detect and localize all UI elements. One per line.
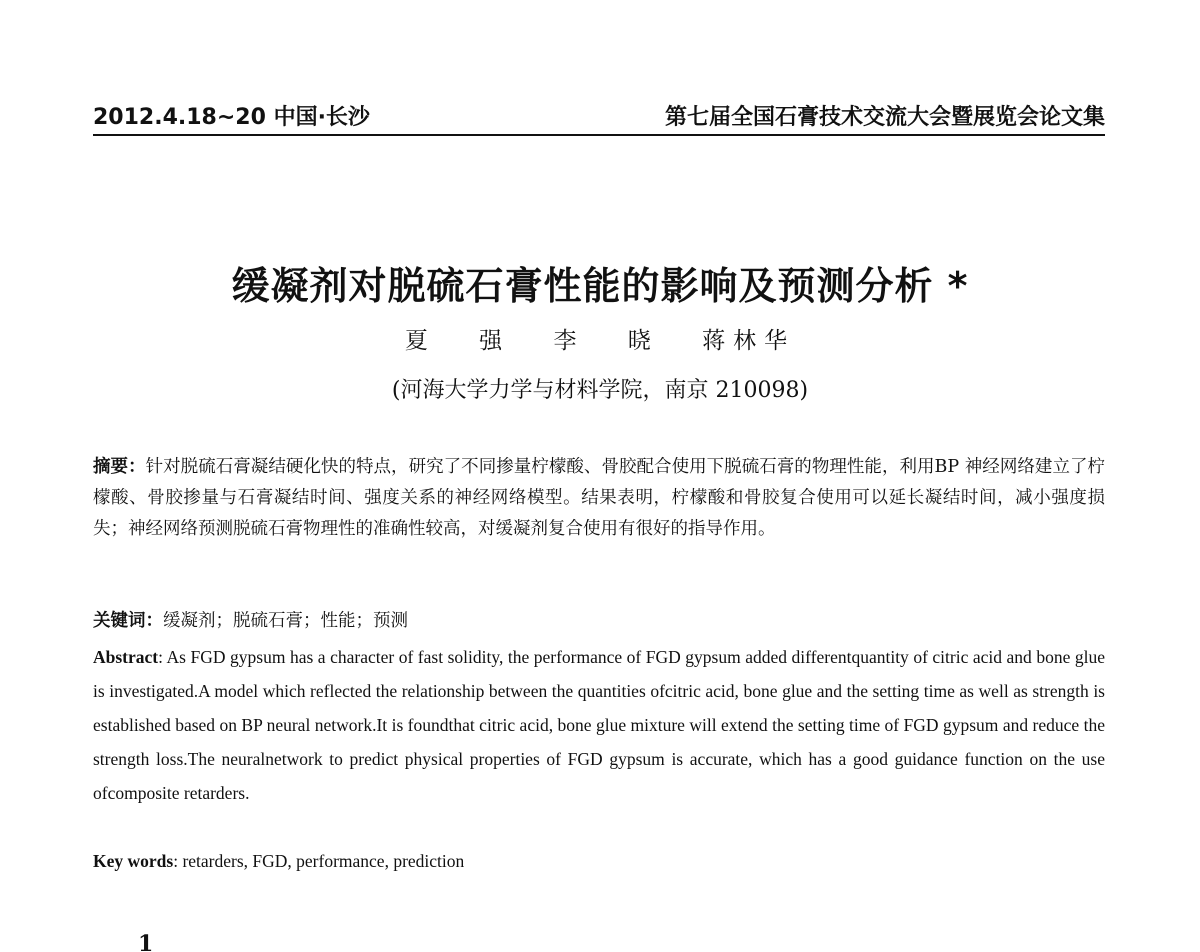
keywords-english	[93, 844, 1105, 878]
keywords-english-label: Key words	[93, 851, 174, 871]
keywords-english-text: : retarders, FGD, performance, prediction	[173, 851, 465, 871]
keywords-chinese	[93, 606, 1105, 637]
abstract-english-label: Abstract	[93, 647, 159, 667]
proceedings-title: 第七届全国石膏技术交流大会暨展览会论文集	[664, 105, 1105, 130]
keywords-chinese-label: 关键词：	[93, 611, 163, 631]
keywords-chinese-text: 缓凝剂；脱硫石膏；性能；预测	[163, 611, 408, 631]
abstract-chinese-label: 摘要：	[93, 457, 146, 477]
section-heading-cutoff: 1	[138, 933, 154, 952]
conference-date-location: 2012.4.18~20 中国·长沙	[93, 105, 370, 130]
paper-title: 缓凝剂对脱硫石膏性能的影响及预测分析 *	[231, 264, 969, 308]
abstract-english	[93, 640, 1105, 810]
abstract-chinese-text: 针对脱硫石膏凝结硬化快的特点，研究了不同掺量柠檬酸、骨胶配合使用下脱硫石膏的物理性能，利用BP 神经网络建立了柠檬酸、骨胶掺量与石膏凝结时间、强度关系的神经网络模型。结果表明，柠檬酸和骨胶复合使用可以延长凝结时间，减小强度损失；神经网络预测脱硫石膏物理性的准确性较高，对缓凝剂复合使用有很好的指导作用。	[93, 457, 1106, 539]
author-list: 夏 强 李 晓 蒋林华	[404, 328, 796, 354]
author-affiliation: (河海大学力学与材料学院，南京 210098)	[391, 378, 809, 403]
abstract-chinese	[93, 452, 1105, 545]
running-header	[93, 100, 1105, 136]
abstract-english-text: : As FGD gypsum has a character of fast solidity, the performance of FGD gypsum added differentquantity of citric acid and bone glue is investigated.A model which reflected the relationship between the quantities ofcitric acid, bone glue and the setting time as well as strength is established based on BP neural network.It is foundthat citric acid, bone glue mixture will extend the setting time of FGD gypsum and reduce the strength loss.The neuralnetwork to predict physical properties of FGD gypsum is accurate, which has a good guidance function on the use ofcomposite retarders.	[93, 647, 1105, 803]
